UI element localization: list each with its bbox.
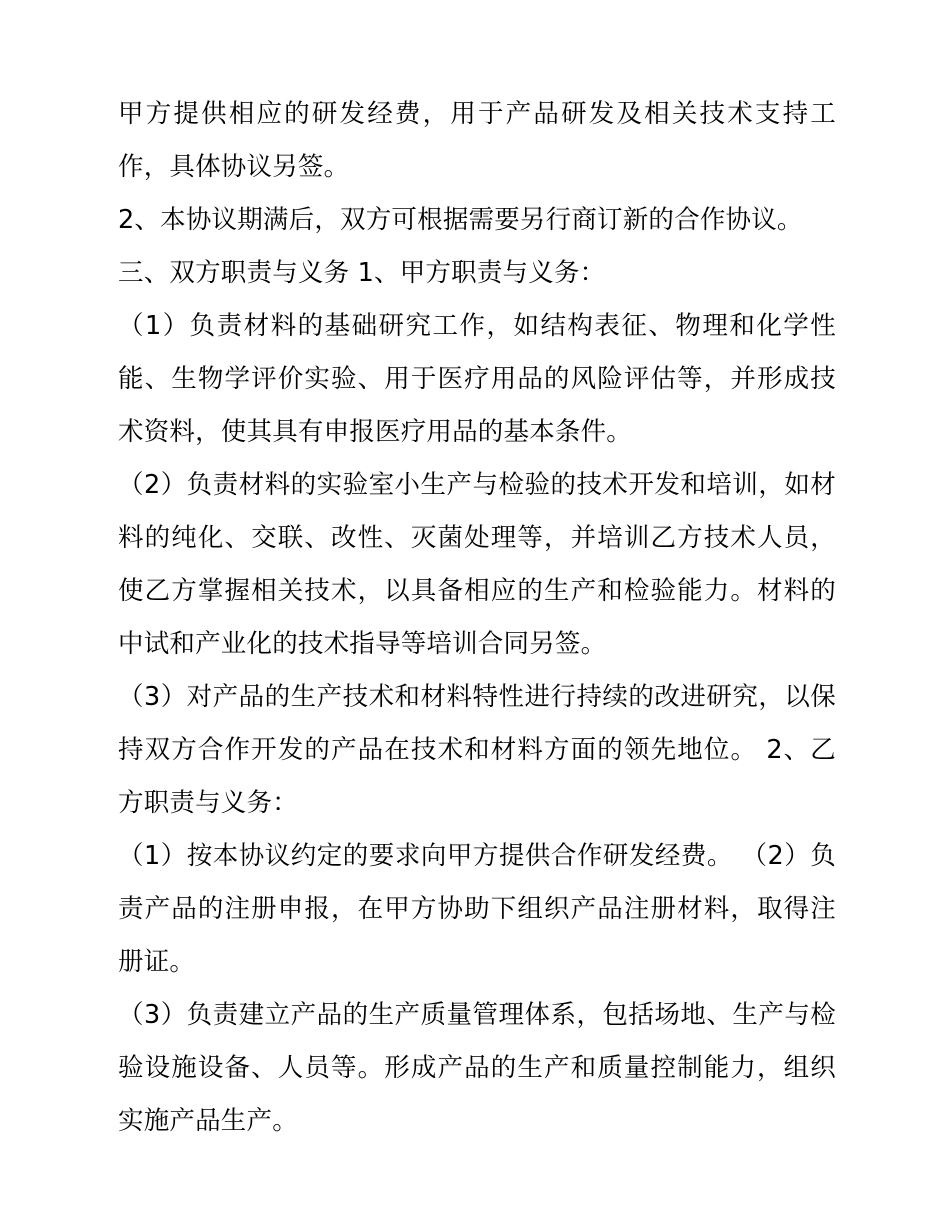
paragraph-6: （3）对产品的生产技术和材料特性进行持续的改进研究，以保持双方合作开发的产品在技术和材料方面的领先地位。 2、乙方职责与义务：: [118, 682, 836, 818]
paragraph-8: （3）负责建立产品的生产质量管理体系，包括场地、生产与检验设施设备、人员等。形成产品的生产和质量控制能力，组织实施产品生产。: [118, 1000, 836, 1136]
paragraph-4: （1）负责材料的基础研究工作，如结构表征、物理和化学性能、生物学评价实验、用于医疗用品的风险评估等，并形成技术资料，使其具有申报医疗用品的基本条件。: [118, 311, 836, 447]
paragraph-3: 三、双方职责与义务 1、甲方职责与义务：: [118, 258, 606, 288]
paragraph-7: （1）按本协议约定的要求向甲方提供合作研发经费。 （2）负责产品的注册申报，在甲方协助下组织产品注册材料，取得注册证。: [118, 841, 836, 977]
paragraph-2: 2、本协议期满后，双方可根据需要另行商订新的合作协议。: [118, 205, 803, 235]
document-text-body: [118, 88, 836, 1148]
paragraph-1: 甲方提供相应的研发经费，用于产品研发及相关技术支持工作，具体协议另签。: [118, 99, 836, 182]
paragraph-5: （2）负责材料的实验室小生产与检验的技术开发和培训，如材料的纯化、交联、改性、灭菌处理等，并培训乙方技术人员，使乙方掌握相关技术，以具备相应的生产和检验能力。材料的中试和产业化的技术指导等培训合同另签。: [118, 470, 836, 659]
